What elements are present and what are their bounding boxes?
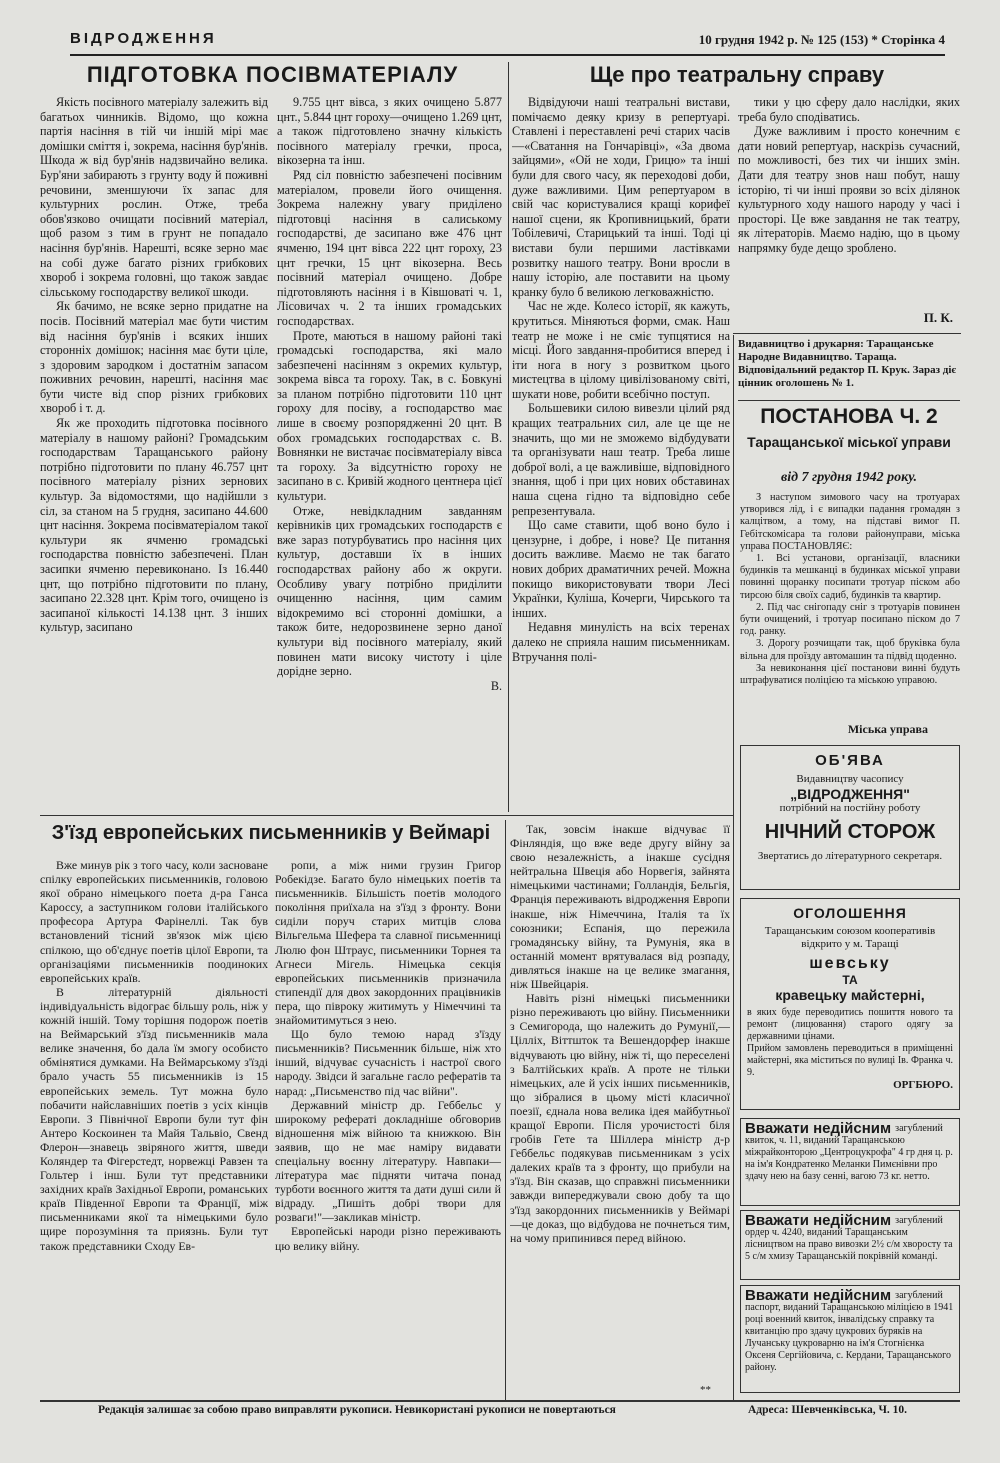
column-rule (733, 335, 734, 1400)
invalid-notice-head: Вважати недійсним (745, 1120, 892, 1137)
end-mark: ** (700, 1384, 711, 1396)
paragraph: Відвідуючи наші театральні вистави, помічаємо деяку кризу в репертуарі. Ставлені і переставлені речі старих часів—«Сватання на Гончарівці», «За двома зайцями», «Ой не ходи, Грицю» та інші були для свого часу, як переходові доби, дуже важливими. Цим репертуаром в свій час користувалися кращі корифеї нашої сцени, як Кропивницький, брати Тобілевичі, Старицький та інші. Тоді ці вистави були першими ластівками розвитку нашого театру. Вони вросли в нашу історію, але поставити на цьому кранку було б великою легковажністю. (512, 95, 730, 299)
notice-title: ОГОЛОШЕННЯ (793, 905, 907, 921)
masthead (70, 28, 945, 56)
paragraph: Час не жде. Колесо історії, як кажуть, крутиться. Міняються форми, смак. Наш театр не може і не сміє тупцятися на місці. Його завдання-пробитися вперед і іти нога в ногу з розвитком цього мистецтва в цілому цивілізованому світі, шукати нове, робити всебічно поступ. (512, 299, 730, 401)
paragraph: тики у цю сферу дало наслідки, яких треба було сподіватись. (738, 95, 960, 124)
notice-night-watchman (740, 745, 960, 890)
decree-title: ПОСТАНОВА Ч. 2 (760, 405, 938, 428)
article-title-weimar: З'їзд европейських письменників у Веймарі (51, 822, 491, 844)
article-seed-col1 (40, 95, 268, 807)
decree-body (740, 492, 960, 717)
paragraph: Як же проходить підготовка посівного матеріалу в нашому районі? Громадським господарствам Таращанського району потрібно підготовити по плану 46.757 цнт посівного матеріалу різних зернових культур. За відомостями, що надійшли з сіл, за станом на 5 грудня, засипано 44.600 цнт насіння. Зокрема посівматеріалом такої культури як ячменю громадські господарства повністю забезпечені. План засипки ячменю перевиконано. Із 16.440 цнт, що потрібно підготовити по плану, засипано 22.328 цнт. Крім того, очищено із засипаної кількості 14.138 цнт. З інших культур, засипано (40, 416, 268, 635)
notice-paper-name: „ВІДРОДЖЕННЯ" (790, 786, 910, 802)
column-rule (508, 62, 509, 812)
article-weimar-col2 (275, 858, 501, 1398)
issue-date-line: 10 грудня 1942 р. № 125 (153) * Сторінка 4 (698, 32, 945, 47)
paragraph: Вже минув рік з того часу, коли засноване спілку европейських письменників, головою якої обрано німецького поета д-ра Ганса Кароссу, а заступником голови італійського професора Артура Фарінеллі. Так був встановлений тісний зв'язок між цією спілкою, що об'єднує поетів цілої Европи, та організаціями письменників поодиноких европейських країв. (40, 858, 268, 985)
invalid-notice (740, 1285, 960, 1393)
invalid-notice-head: Вважати недійсним (745, 1287, 892, 1304)
footer-rule (40, 1400, 960, 1402)
notice-item: кравецьку майстерні, (775, 987, 925, 1003)
invalid-notice-body (745, 1120, 955, 1183)
paragraph: Ряд сіл повністю забезпечені посівним матеріалом, провели його очищення. Зокрема належну увагу приділено підготовці насіння в салиському господарстві, де засипано вже 476 цнт ячменю, 194 цнт вівса 222 цнт гороху, 23 цнт гречки, 15 цнт вікозерна. Весь посівний матеріал очищено. Добре підготовляють насіння і в Ківшоваті ч. 1, Лісовичах ч. 2 та інших громадських господарствах. (277, 167, 502, 328)
paragraph: Отже, невідкладним завданням керівників цих громадських господарств є вже зараз потурбуватись про насіння цих культур, доставши їх в інших господарствах району або ж округи. Особливу увагу потрібно приділити очищенню насіння, цим самим відокремимо всі сторонні домішки, а також бите, недорозвинене зерно даної культури від посівного матеріалу, який повинен мати високу чистоту і ціле дорідне зерно. (277, 503, 502, 679)
invalid-notice (740, 1210, 960, 1280)
section-rule (738, 400, 960, 401)
notice-job: НІЧНИЙ СТОРОЖ (764, 821, 936, 843)
paragraph: Державний міністр др. Геббельс у широкому рефераті докладніше обговорив відношення між війною та книжкою. Він заявив, що не має наміру видавати спеціальну воєнну літературу. Навпаки—література має підняти читача понад турботи воєнного життя та дати душі сили й відраду. „Пишіть добрі твори для розваги!"—закликав міністр. (275, 1097, 501, 1225)
paragraph: Недавня минулість на всіх теренах далеко не сприяла нашим письменникам. Втручання полі- (512, 620, 730, 664)
section-rule (40, 815, 733, 816)
invalid-notice-head: Вважати недійсним (745, 1212, 892, 1229)
paragraph: Дуже важливим і просто конечним є дати новий репертуар, наскрізь сучасний, по можливості, без тих чи інших змін. Дати для театру знов наш побут, нашу історію, ті чи інші прояви зо всіх ділянок культурного ходу нашого народу у часі і просторі. Це вже завдання не так театру, як літераторів. Маємо надію, що в цьому напрямку буде дещо зроблено. (738, 124, 960, 255)
article-weimar-col3 (510, 822, 730, 1382)
article-seed-col2 (277, 95, 502, 807)
invalid-notice-text: загублений паспорт, виданий Таращанською міліцією в 1941 році военний квиток, інвалідську справку та квитанцію про здачу цукрових буряків на Лучанську цукроварню на ім'я Стогнієнка Оксеня Сергійовича, с. Кердани, Таращанського району. (745, 1290, 954, 1373)
paper-name: ВІДРОДЖЕННЯ (70, 30, 217, 47)
publisher-info: Видавництво і друкарня: Таращанське Народне Видавництво. Тараща. Відповідальний редактор П. Крук. Зараз діє цінник оголошень № 1. (738, 338, 957, 389)
invalid-notice-text: загублений квиток, ч. 11, виданий Таращанською міжрайконторою „Центроцукрофа" 4 гр дня ц. р. на ім'я Кондратенко Меланки Пимєнівни про здачу нею на базу сенні, вагою 73 кг. нетто. (745, 1123, 953, 1182)
paragraph: 3. Дорогу розчищати так, щоб бруківка була вільна для проїзду автомашин та підвід щоденно. (740, 638, 960, 662)
notice-line: Звертатись до літературного секретаря. (757, 850, 943, 862)
notice-line: Прийом замовлень переводиться в приміщенні майстерні, яка міститься по вулиці Ів. Франка ч. 9. (747, 1043, 953, 1078)
author-initial: В. (490, 678, 502, 693)
notice-item: шевську (809, 955, 891, 972)
paragraph: Большевики силою вивезли цілий ряд кращих театральних сил, але це ще не значить, що ми не зможемо відбудувати та організувати наш театр. Треба лише доброї волі, а це важливіше, відповідного знання, щоб і при цих нових обставинах наша сцена гідно та відповідно себе репрезентувала. (512, 401, 730, 518)
invalid-notice-text: загублений ордер ч. 4240, виданий Таращанським лісництвом на право вивозки 2½ с/м хворосту та 5 с/м хмизу Таращанській покрівній команді. (745, 1215, 953, 1262)
invalid-notice (740, 1118, 960, 1206)
notice-signature: ОРГБЮРО. (893, 1079, 953, 1091)
paragraph: ропи, а між ними грузин Григор Робекідзе. Багато було німецьких поетів та письменників. Більшість поетів молодого покоління приїхала на з'їзд з фронту. Вони сиділи поруч старих митців слова Вільгельма Шефера та славної письменниці Люлю фон Штраус, письменники Торнея та Агнеси Мігель. Німецька секція европейських письменників призначила стипендії для двох закордонних працівників пера, що півроку житимуть у Німеччині та знайомитимуться з нею. (275, 858, 501, 1028)
footer-address: Адреса: Шевченківська, Ч. 10. (748, 1404, 908, 1416)
column-rule (505, 820, 506, 1400)
invalid-notice-body (745, 1287, 955, 1374)
invalid-notice-body (745, 1212, 955, 1263)
notice-line: в яких буде переводитись пошиття нового та ремонт (лицювання) старого одягу за державними цінами. (747, 1007, 953, 1042)
paragraph: За невиконання цієї постанови винні будуть штрафуватися поліцією та міською управою. (740, 662, 960, 687)
paragraph: Як бачимо, не всяке зерно придатне на посів. Посівний матеріал має бути чистим від насіння бур'янів і всяких інших сторонніх домішок; насіння має бути ціле, з здоровим зародком і достатнім запасом поживних речовин, нарешті, насіння має бути чисте від спор різних грибкових хвороб і т. д. (40, 299, 268, 416)
article-theatre-col1 (512, 95, 730, 807)
notice-workshops (740, 898, 960, 1110)
paragraph: Европейські народи різно переживають цю велику війну. (275, 1224, 501, 1253)
article-title-theatre: Ще про театральну справу (589, 62, 885, 87)
notice-line: Таращанським союзом кооперативів відкрито у м. Таращі (764, 925, 936, 950)
paragraph: Так, зовсім інакше відчуває її Фінляндія, що вже веде другу війну за свою незалежність, а інакше сусідня нейтральна Швеція або Норвегія, зайнята німецькими частинами; Голландія, Бельгія, Франція переживають відродження Европи інакше, ніж Німеччина, Італія та їх союзники; Еспанія, що пережила громадянську війну, та Румунія, яка в останній момент врятувалася від розпаду, дивляться інакше на це велике змагання, ніж Швейцарія. (510, 822, 730, 992)
decree-subtitle: Таращанської міської управи (747, 434, 951, 450)
notice-title: ОБ'ЯВА (815, 752, 885, 769)
paragraph: 1. Всі установи, організації, власники будинків та мешканці в будинках міської управи повинні щоранку посипати тротуар піском або тирсою біля своїх садиб, будинків та квартир. (740, 553, 960, 601)
notice-line: Видавництву часопису (796, 773, 904, 785)
paragraph: Що саме ставити, щоб воно було і цензурне, і добре, і нове? Це питання досить важливе. Маємо не так багато нових добрих драматичних речей. Можна покищо використовувати твори Лесі Українки, Куліша, Кочерги, Чирського та інших. (512, 518, 730, 620)
article-theatre-col2 (738, 95, 960, 310)
article-title-seed-material: ПІДГОТОВКА ПОСІВМАТЕРІАЛУ (86, 62, 459, 87)
paragraph: Якість посівного матеріалу залежить від багатьох чинників. Відомо, що кожна партія насіння в тій чи іншій мірі має домішки сміття і, зокрема, насіння бур'янів. Шкода ж від бур'янів надзвичайно велика. Бур'яни забирають з грунту воду й поживні речовини, зменшуючи їх запас для культурних рослин. Отже, треба обов'язково очищати посівний матеріал, щоб разом з тим в грунт не попадало насіння бур'янів. Нарешті, всяке зерно має на собі дуже багато різних грибкових хвороб і зокрема головні, що також завдає сільському господарству великої шкоди. (40, 95, 268, 299)
decree-date: від 7 грудня 1942 року. (780, 470, 918, 485)
notice-line: потрібний на постійну роботу (779, 802, 921, 814)
paragraph: Навіть різні німецькі письменники різно переживають цю війну. Письменники з Семигорода, що належить до Румунії,—Цілліх, Віттшток та Вешендорфер інакше відчувають цю війну, ніж ті, що переселені з Балтійських країв. А проте не тільки німецьких, але й усіх інших письменників, що зібралися в цьому місті класичної поезії, єднала нова велика ідея майбутньої кращої Европи. Після урочистості біля гробів Гете та Шіллера міністр д-р Геббельс подякував письменникам з усіх далеких країв та з фронту, що прибули на з'їзд. Він сказав, що справжні письменники завжди випереджували свою добу та що з'їзд закордонних письменників у Веймарі—це доказ, що відбудова не почнеться тим, на чому припинився перед війною. (510, 991, 730, 1245)
section-rule (733, 333, 961, 334)
paragraph: 2. Під час снігопаду сніг з тротуарів повинен бути очищений, і тротуар посипано піском до 7 год. ранку. (740, 601, 960, 638)
footer-disclaimer: Редакція залишає за собою право виправляти рукописи. Невикористані рукописи не повертаються (98, 1404, 616, 1416)
paragraph: Що було темою нарад з'їзду письменників? Письменник більше, ніж хто інший, відчуває сучасність і настрої свого народу. Звідси й загальне гасло рефератів та нарад: „Письменство під час війни". (275, 1027, 501, 1098)
paragraph: В літературній діяльності індивідуальність відограє більшу роль, ніж у кожній іншій. Тому торішня подорож поетів на Веймарський з'їзд письменників мала велике значення, бо дала їм змогу особисто обмінятися думками. На Веймарському з'їзді брало участь 55 письменників із 15 европейських земель. Тут можна було побачити найславніших поетів з усіх кінців Европи. З Північної Европи були тут фін Антеро Коскоинен та Майя Тальвіо, Свенд Флерон—знавець звіряного життя, шведи Коляндер та Фігерстедт, норвежці Равзен та Гольтер і інш. Були тут представники західних країв Західньої Европи, романських країв Південної Европи та Франції, між письменниками якої та німецькими було щире порозуміння та приязнь. Були тут також представники Сходу Ев- (40, 984, 268, 1253)
notice-conj: ТА (842, 973, 858, 987)
decree-signature: Міська управа (847, 722, 928, 736)
article-weimar-col1 (40, 858, 268, 1398)
paragraph: Проте, маються в нашому районі такі громадські господарства, які мало забезпечені насінням з окремих культур, зокрема вівса та гороху. Так, в с. Бовкуні за планом потрібно підготовити 110 цнт гороху для посіву, а господарство має лише в своєму розпорядженні 20 цнт. В обох громадських господарствах с. В. Вовнянки не вистачає посівматеріалу вівса та гороху. За відсутністю гороху не засипано в с. Кривій жодного центнера цієї культури. (277, 328, 502, 504)
paragraph: З наступом зимового часу на тротуарах утворився лід, і є випадки падання громадян з калцітвом, а тому, на підставі вимог П. Гебітскомісара та голови районуправи, міська управа ПОСТАНОВЛЯЄ: (740, 492, 960, 552)
article-theatre-signature: П. К. (923, 310, 953, 325)
paragraph: 9.755 цнт вівса, з яких очищено 5.877 цнт., 5.844 цнт гороху—очищено 1.269 цнт, а також підготовлено значну кількість посівного матеріалу гречки, проса, вікозерна та інш. (277, 95, 502, 168)
